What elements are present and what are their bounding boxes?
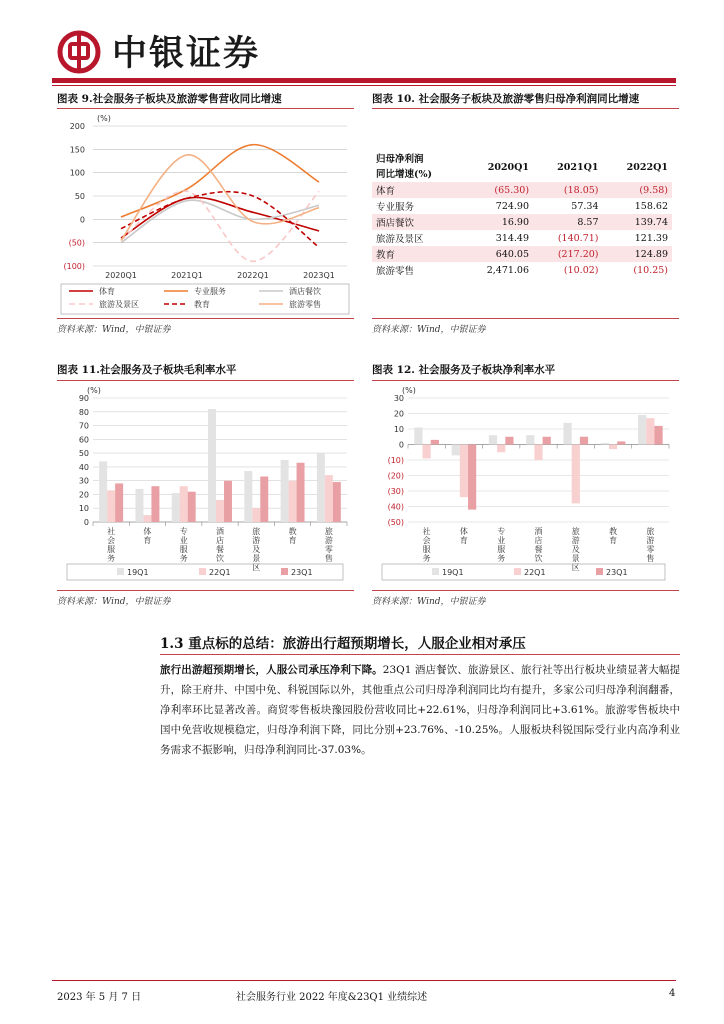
fig12-title: 图表 12. 社会服务及子板块净利率水平 — [372, 364, 556, 376]
table-row — [372, 198, 672, 214]
section-number: 1.3 — [160, 636, 184, 652]
table-col-header: 2022Q1 — [626, 161, 668, 173]
table-cell: 57.34 — [571, 200, 599, 212]
y-tick-label: 50 — [74, 192, 85, 201]
fig10-title: 图表 10. 社会服务子板块及旅游零售归母净利润同比增速 — [372, 93, 640, 105]
legend-label: 23Q1 — [606, 568, 628, 577]
y-unit: (%) — [87, 386, 101, 395]
legend-label: 体育 — [99, 287, 115, 296]
fig11-bar-chart — [57, 384, 357, 588]
y-tick-label: 30 — [393, 394, 404, 403]
table-header-label — [372, 152, 462, 182]
fig12-source: 资料来源：Wind，中银证券 — [372, 597, 486, 607]
fig10-source-rule — [372, 318, 679, 319]
section-lead: 旅行出游超预期增长，人服公司承压净利下降。 — [160, 664, 383, 676]
x-tick-label: 酒店餐饮 — [534, 527, 543, 563]
fig12-source-rule — [372, 590, 679, 591]
section-body — [160, 660, 680, 760]
section-title: 重点标的总结：旅游出行超预期增长，人服企业相对承压 — [188, 636, 526, 652]
y-tick-label: (100) — [63, 262, 85, 271]
bar-19Q1-社会服务 — [414, 427, 422, 444]
table-cell: 2,471.06 — [486, 264, 530, 276]
bar-22Q1-社会服务 — [423, 445, 431, 459]
y-tick-label: 50 — [78, 449, 89, 459]
bar-22Q1-旅游及景区 — [572, 445, 580, 504]
y-tick-label: 150 — [69, 145, 85, 155]
table-row — [372, 262, 672, 278]
fig10-source: 资料来源：Wind，中银证券 — [372, 325, 486, 335]
bar-22Q1-专业服务 — [497, 445, 505, 453]
fig9-y-unit: (%) — [97, 114, 111, 123]
x-tick-label: 专业服务 — [179, 527, 188, 563]
x-tick-label: 酒店餐饮 — [216, 527, 224, 563]
bar-22Q1-旅游零售 — [646, 418, 654, 444]
table-row — [372, 246, 672, 262]
x-tick-label: 2023Q1 — [303, 271, 335, 280]
y-tick-label: 90 — [78, 394, 89, 403]
legend-label: 23Q1 — [291, 568, 313, 577]
table-cell: 16.90 — [462, 214, 533, 230]
table-cell: 158.62 — [634, 200, 668, 212]
bar-22Q1-酒店餐饮 — [534, 445, 542, 461]
fig9-source-rule — [57, 318, 354, 319]
bar-23Q1-专业服务 — [188, 492, 196, 522]
table-col-header: 2021Q1 — [557, 161, 599, 173]
fig9-title-rule — [57, 108, 354, 109]
bar-22Q1-教育 — [609, 445, 617, 450]
bar-22Q1-社会服务 — [107, 490, 115, 522]
bar-22Q1-专业服务 — [180, 486, 188, 522]
bar-22Q1-旅游及景区 — [252, 508, 260, 522]
bar-23Q1-教育 — [617, 441, 625, 444]
y-tick-label: (40) — [387, 502, 404, 512]
legend-swatch — [514, 568, 521, 575]
y-tick-label: 10 — [78, 504, 89, 514]
table-cell: (9.58) — [603, 182, 673, 198]
table-cell: 121.39 — [634, 232, 668, 244]
y-tick-label: 40 — [78, 462, 89, 472]
fig10-table — [372, 152, 672, 278]
bar-23Q1-旅游及景区 — [580, 437, 588, 445]
y-tick-label: (50) — [387, 518, 404, 527]
bar-19Q1-体育 — [452, 445, 460, 456]
table-cell: (18.05) — [533, 182, 602, 198]
fig9-line-chart — [57, 112, 357, 316]
table-cell: (140.71) — [557, 232, 599, 244]
table-cell: (10.02) — [563, 264, 599, 276]
legend-label: 19Q1 — [442, 568, 464, 577]
y-tick-label: (30) — [387, 487, 404, 496]
y-tick-label: 20 — [393, 409, 404, 419]
bar-19Q1-教育 — [281, 460, 289, 522]
fig9-title: 图表 9.社会服务子板块及旅游零售营收同比增速 — [57, 93, 282, 105]
bar-19Q1-旅游及景区 — [563, 423, 571, 445]
section-paragraph: 23Q1 酒店餐饮、旅游景区、旅行社等出行板块业绩显著大幅提升，除王府井、中国中免、科锐国际以外，其他重点公司归母净利润同比均有提升，多家公司归母净利润翻番，净利率环比显著改善。商贸零售板块豫园股份营收同比+22.61%，归母净利润同比+3.61%。旅游零售板块中国中免营收规模稳定，归母净利润下降，同比分别+23.76%、-10.25%。人服板块科锐国际受行业内高净利业务需求不振影响，归母净利润同比-37.03%。 — [160, 664, 681, 756]
x-tick-label: 旅游零售 — [324, 527, 333, 563]
bar-23Q1-体育 — [151, 486, 159, 522]
fig12-title-rule — [372, 380, 679, 381]
x-tick-label: 体育 — [143, 527, 152, 545]
footer-page-number: 4 — [669, 988, 676, 999]
legend-label: 旅游及景区 — [99, 300, 139, 309]
bar-22Q1-体育 — [143, 515, 151, 522]
table-row-label: 旅游及景区 — [376, 234, 424, 245]
fig10-title-rule — [372, 108, 679, 109]
x-tick-label: 旅游及景区 — [571, 527, 580, 572]
table-row — [372, 214, 672, 230]
table-row — [372, 230, 672, 246]
y-tick-label: 60 — [78, 435, 89, 445]
table-header-row — [372, 152, 672, 182]
y-tick-label: 80 — [78, 407, 89, 417]
y-unit: (%) — [402, 386, 416, 395]
bar-23Q1-社会服务 — [115, 483, 123, 522]
fig11-title: 图表 11.社会服务及子板块毛利率水平 — [57, 364, 237, 376]
fig9-source: 资料来源：Wind，中银证券 — [57, 325, 171, 335]
footer-doc-title: 社会服务行业 2022 年度&23Q1 业绩综述 — [236, 992, 428, 1003]
legend-swatch — [199, 568, 206, 575]
x-tick-label: 教育 — [609, 527, 618, 545]
table-cell: 124.89 — [603, 246, 673, 262]
legend-label: 旅游零售 — [289, 300, 321, 309]
y-tick-label: 0 — [79, 215, 85, 225]
table-cell: 314.49 — [495, 232, 530, 244]
bank-of-china-logo — [57, 30, 101, 74]
table-cell: (65.30) — [462, 182, 533, 198]
x-tick-label: 专业服务 — [497, 527, 506, 563]
y-tick-label: 0 — [398, 440, 404, 450]
header-rule-thin — [52, 85, 676, 86]
table-header-label-line2: 同比增速(%) — [376, 169, 433, 180]
bar-22Q1-旅游零售 — [325, 475, 333, 522]
bar-22Q1-教育 — [289, 481, 297, 522]
fig12-bar-chart — [372, 384, 679, 588]
bar-19Q1-专业服务 — [172, 493, 180, 522]
x-tick-label: 2020Q1 — [105, 271, 137, 280]
y-tick-label: (20) — [387, 471, 404, 481]
bar-19Q1-旅游及景区 — [244, 471, 252, 522]
section-heading — [160, 632, 526, 652]
y-tick-label: 70 — [78, 421, 89, 431]
table-row-label: 体育 — [372, 182, 462, 198]
table-cell: (10.25) — [633, 264, 668, 276]
table-cell: 640.05 — [462, 246, 533, 262]
bar-23Q1-酒店餐饮 — [543, 437, 551, 445]
table-cell: (217.20) — [533, 246, 602, 262]
footer-rule — [52, 980, 676, 981]
table-cell: 139.74 — [603, 214, 673, 230]
bar-23Q1-体育 — [468, 445, 476, 510]
legend-label: 22Q1 — [209, 568, 231, 577]
table-row-label: 酒店餐饮 — [372, 214, 462, 230]
bar-23Q1-专业服务 — [505, 437, 513, 445]
y-tick-label: (10) — [387, 456, 404, 465]
header-rule — [52, 78, 676, 83]
y-tick-label: 200 — [69, 122, 85, 131]
bar-19Q1-教育 — [601, 443, 609, 445]
table-col-header: 2020Q1 — [487, 161, 530, 173]
table-row — [372, 182, 672, 198]
y-tick-label: 0 — [83, 518, 89, 527]
x-tick-label: 2022Q1 — [237, 271, 269, 280]
y-tick-label: 10 — [393, 425, 404, 434]
bar-19Q1-旅游零售 — [638, 415, 646, 444]
table-row-label: 旅游零售 — [376, 266, 415, 277]
x-tick-label: 旅游及景区 — [252, 527, 261, 572]
table-cell: 8.57 — [533, 214, 602, 230]
bar-19Q1-酒店餐饮 — [526, 435, 534, 444]
legend-label: 专业服务 — [194, 287, 226, 296]
table-row-label: 教育 — [372, 246, 462, 262]
y-tick-label: 30 — [78, 476, 89, 486]
legend-swatch — [432, 568, 439, 575]
y-tick-label: 20 — [78, 490, 89, 500]
legend-label: 教育 — [194, 300, 210, 309]
y-tick-label: (50) — [68, 238, 85, 248]
legend-swatch — [281, 568, 288, 575]
fig11-source: 资料来源：Wind，中银证券 — [57, 597, 171, 607]
bar-23Q1-旅游零售 — [333, 482, 341, 522]
brand-name: 中银证券 — [112, 34, 261, 74]
bar-19Q1-专业服务 — [489, 435, 497, 444]
bar-22Q1-体育 — [460, 445, 468, 498]
bar-23Q1-旅游零售 — [654, 426, 662, 445]
fig11-title-rule — [57, 380, 354, 381]
legend-swatch — [596, 568, 603, 575]
legend-swatch — [117, 568, 124, 575]
fig11-source-rule — [57, 590, 354, 591]
legend-label: 酒店餐饮 — [289, 287, 321, 296]
legend-label: 19Q1 — [127, 568, 149, 577]
bar-23Q1-旅游及景区 — [260, 477, 268, 522]
table-header-label-line1: 归母净利润 — [376, 154, 424, 165]
bar-23Q1-酒店餐饮 — [224, 481, 232, 522]
bar-22Q1-酒店餐饮 — [216, 500, 224, 522]
footer-date: 2023 年 5 月 7 日 — [57, 992, 142, 1003]
bar-19Q1-体育 — [135, 489, 143, 522]
bar-23Q1-社会服务 — [431, 440, 439, 445]
legend-label: 22Q1 — [524, 568, 546, 577]
x-tick-label: 教育 — [288, 527, 297, 545]
table-row-label: 专业服务 — [376, 202, 415, 213]
bar-19Q1-社会服务 — [99, 461, 107, 522]
x-tick-label: 社会服务 — [422, 527, 431, 563]
bar-19Q1-酒店餐饮 — [208, 409, 216, 522]
bar-19Q1-旅游零售 — [317, 453, 325, 522]
series-line-专业服务 — [121, 145, 319, 217]
x-tick-label: 社会服务 — [107, 527, 116, 563]
x-tick-label: 旅游零售 — [646, 527, 655, 563]
y-tick-label: 100 — [69, 168, 85, 178]
bar-23Q1-教育 — [297, 463, 305, 522]
table-cell: 724.90 — [495, 200, 530, 212]
section-rule — [160, 654, 680, 655]
x-tick-label: 体育 — [459, 527, 468, 545]
x-tick-label: 2021Q1 — [171, 271, 203, 280]
